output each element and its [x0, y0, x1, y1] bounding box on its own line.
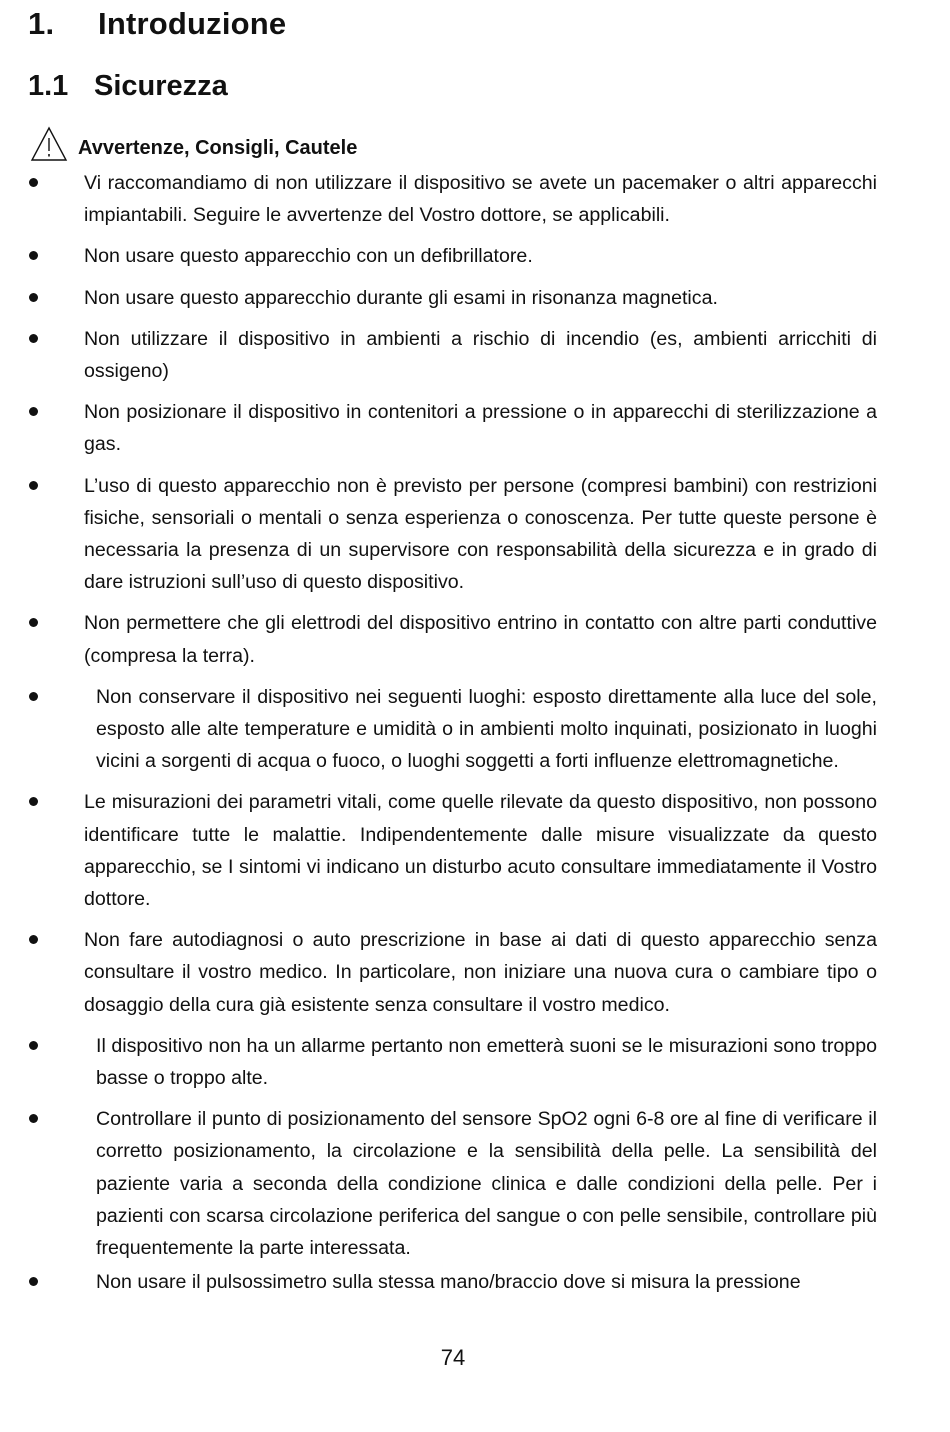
chapter-number: 1.	[28, 6, 55, 41]
section-heading	[28, 70, 228, 103]
list-item	[0, 681, 950, 778]
list-item	[0, 282, 950, 314]
section-title: Sicurezza	[94, 70, 228, 102]
list-item-text: Controllare il punto di posizionamento del sensore SpO2 ogni 6-8 ore al fine di verificare il corretto posizionamento, la circolazione e la sensibilità della pelle. La sensibilità del paziente varia a seconda della condizione clinica e dalle condizioni della pelle. Per i pazienti con scarsa circolazione periferica del sangue o con pelle sensibile, controllare più frequentemente la parte interessata.	[96, 1108, 877, 1260]
bullet	[29, 797, 38, 806]
section-number: 1.1	[28, 70, 69, 102]
list-item	[0, 396, 950, 460]
bullet	[29, 1041, 38, 1050]
bullet	[29, 1277, 38, 1286]
list-item	[0, 167, 950, 231]
bullet	[29, 407, 38, 416]
list-item-text: Non usare questo apparecchio durante gli esami in risonanza magnetica.	[84, 286, 718, 309]
bullet	[29, 618, 38, 627]
bullet	[29, 178, 38, 187]
list-item-text: L’uso di questo apparecchio non è previsto per persone (compresi bambini) con restrizioni fisiche, sensoriali o mentali o senza esperienza o conoscenza. Per tutte queste persone è necessaria la presenza di un supervisore con responsabilità della sicurezza e in grado di dare istruzioni sull’uso di questo dispositivo.	[84, 474, 877, 594]
warning-label: Avvertenze, Consigli, Cautele	[78, 137, 358, 159]
list-item	[0, 1266, 950, 1298]
list-item-text: Non fare autodiagnosi o auto prescrizione in base ai dati di questo apparecchio senza consultare il vostro medico. In particolare, non iniziare una nuova cura o cambiare tipo o dosaggio della cura già esistente senza consultare il vostro medico.	[84, 929, 877, 1016]
list-item	[0, 470, 950, 599]
list-item-text: Non conservare il dispositivo nei seguenti luoghi: esposto direttamente alla luce del sole, esposto alle alte temperature e umidità o in ambienti molto inquinati, posizionato in luoghi vicini a sorgenti di acqua o fuoco, o luoghi soggetti a forti influenze elettromagnetiche.	[96, 685, 877, 773]
safety-list	[0, 167, 950, 1308]
list-item-text: Non usare il pulsossimetro sulla stessa mano/braccio dove si misura la pressione	[96, 1271, 801, 1294]
chapter-title: Introduzione	[98, 6, 287, 41]
list-item	[0, 323, 950, 387]
list-item	[0, 1030, 950, 1094]
page-number: 74	[440, 1345, 466, 1370]
bullet	[29, 1114, 38, 1123]
list-item-text: Non usare questo apparecchio con un defibrillatore.	[84, 245, 533, 268]
list-item-text: Non utilizzare il dispositivo in ambienti a rischio di incendio (es, ambienti arricchiti di ossigeno)	[84, 327, 877, 383]
list-item-text: Non posizionare il dispositivo in contenitori a pressione o in apparecchi di sterilizzazione a gas.	[84, 401, 877, 456]
list-item	[0, 240, 950, 272]
list-item-text: Vi raccomandiamo di non utilizzare il dispositivo se avete un pacemaker o altri apparecchi impiantabili. Seguire le avvertenze del Vostro dottore, se applicabili.	[84, 172, 877, 227]
bullet	[29, 293, 38, 302]
warning-header	[30, 122, 357, 162]
bullet	[29, 334, 38, 343]
list-item	[0, 607, 950, 671]
bullet	[29, 935, 38, 944]
list-item-text: Il dispositivo non ha un allarme pertanto non emetterà suoni se le misurazioni sono troppo basse o troppo alte.	[96, 1034, 877, 1090]
list-item	[0, 924, 950, 1021]
bullet	[29, 481, 38, 490]
bullet	[29, 251, 38, 260]
list-item	[0, 1103, 950, 1264]
list-item-text: Non permettere che gli elettrodi del dispositivo entrino in contatto con altre parti conduttive (compresa la terra).	[84, 612, 877, 667]
list-item	[0, 786, 950, 915]
bullet	[29, 692, 38, 701]
list-item-text: Le misurazioni dei parametri vitali, come quelle rilevate da questo dispositivo, non possono identificare tutte le malattie. Indipendentemente dalle misure visualizzate da questo apparecchio, se I sintomi vi indicano un disturbo acuto consultare immediatamente il Vostro dottore.	[84, 791, 877, 911]
warning-triangle-icon	[30, 126, 68, 162]
chapter-heading	[28, 6, 286, 42]
